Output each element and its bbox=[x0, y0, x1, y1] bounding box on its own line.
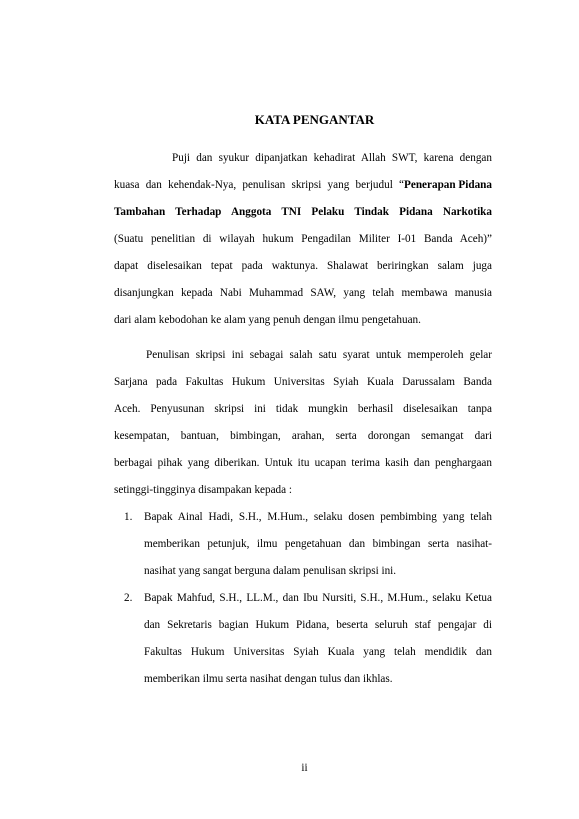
page-title: KATA PENGANTAR bbox=[254, 112, 375, 127]
list-item-1-line-2: memberikan petunjuk, ilmu pengetahuan dan bimbingan serta nasihat- bbox=[144, 538, 492, 550]
paragraph-1-line-4: (Suatu penelitian di wilayah hukum Pengadilan Militer I-01 Banda Aceh)” bbox=[114, 233, 492, 245]
list-item-1-number: 1. bbox=[124, 511, 133, 523]
list-item-2-line-1: Bapak Mahfud, S.H., LL.M., dan Ibu Nursiti, S.H., M.Hum., selaku Ketua bbox=[144, 592, 492, 604]
paragraph-1-line-2 bbox=[114, 177, 492, 193]
paragraph-1-line-6: disanjungkan kepada Nabi Muhammad SAW, yang telah membawa manusia bbox=[114, 287, 492, 299]
paragraph-2-line-6: setinggi-tingginya disampakan kepada : bbox=[114, 484, 293, 496]
paragraph-2-line-1: Penulisan skripsi ini sebagai salah satu syarat untuk memperoleh gelar bbox=[146, 349, 492, 361]
list-item-2-line-2: dan Sekretaris bagian Hukum Pidana, beserta seluruh staf pengajar di bbox=[144, 619, 492, 631]
paragraph-1-line-1: Puji dan syukur dipanjatkan kehadirat Allah SWT, karena dengan bbox=[172, 152, 492, 164]
paragraph-1-line-2-text: kuasa dan kehendak-Nya, penulisan skripsi yang berjudul “ bbox=[114, 179, 405, 191]
paragraph-2-line-3: Aceh. Penyusunan skripsi ini tidak mungkin berhasil diselesaikan tanpa bbox=[114, 403, 492, 415]
paragraph-1-line-7: dari alam kebodohan ke alam yang penuh dengan ilmu pengetahuan. bbox=[114, 314, 421, 326]
paragraph-2-line-2: Sarjana pada Fakultas Hukum Universitas Syiah Kuala Darussalam Banda bbox=[114, 376, 492, 388]
paragraph-1-line-5: dapat diselesaikan tepat pada waktunya. Shalawat beriringkan salam juga bbox=[114, 260, 492, 272]
thesis-title-start: Penerapan Pidana bbox=[404, 179, 492, 191]
list-item-1-line-1: Bapak Ainal Hadi, S.H., M.Hum., selaku dosen pembimbing yang telah bbox=[144, 511, 492, 523]
list-item-1-line-3: nasihat yang sangat berguna dalam penulisan skripsi ini. bbox=[144, 565, 397, 577]
thesis-title-line: Tambahan Terhadap Anggota TNI Pelaku Tindak Pidana Narkotika bbox=[114, 206, 492, 218]
page-number: ii bbox=[301, 762, 308, 774]
list-item-2-line-4: memberikan ilmu serta nasihat dengan tulus dan ikhlas. bbox=[144, 673, 393, 685]
list-item-2-line-3: Fakultas Hukum Universitas Syiah Kuala yang telah mendidik dan bbox=[144, 646, 492, 658]
paragraph-2-line-4: kesempatan, bantuan, bimbingan, arahan, serta dorongan semangat dari bbox=[114, 430, 492, 442]
list-item-2-number: 2. bbox=[124, 592, 133, 604]
paragraph-2-line-5: berbagai pihak yang diberikan. Untuk itu ucapan terima kasih dan penghargaan bbox=[114, 457, 492, 469]
